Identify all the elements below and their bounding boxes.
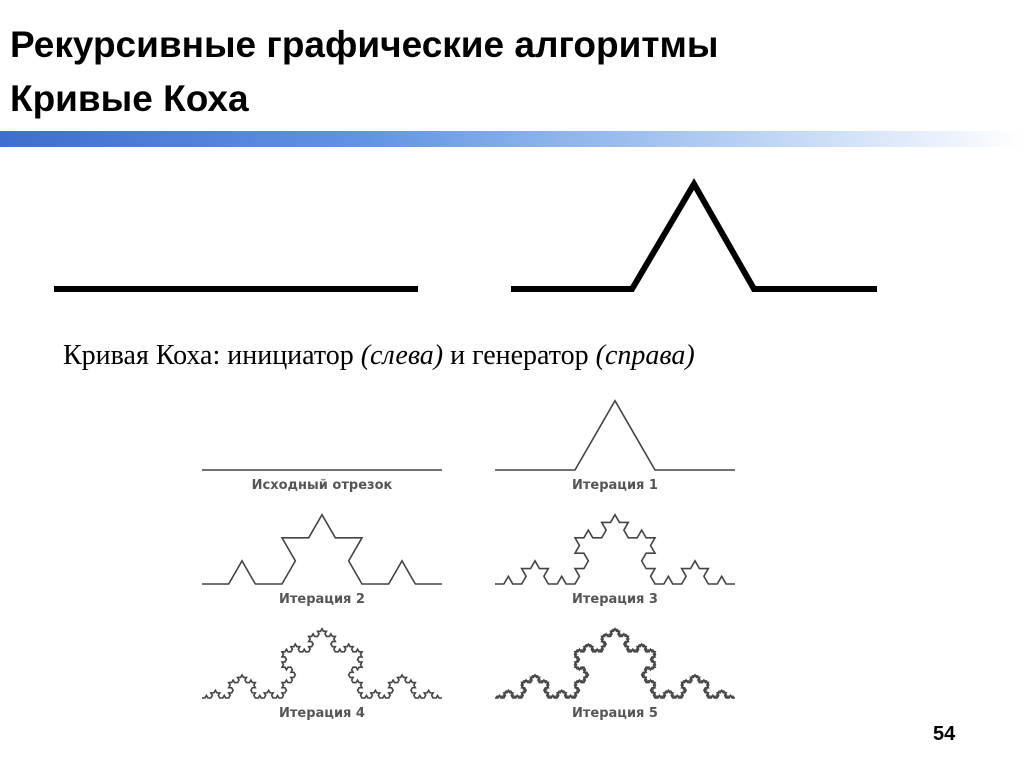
iteration-label-0: Исходный отрезок	[251, 478, 393, 493]
iteration-label-1: Итерация 1	[572, 478, 658, 493]
caption-text-2: и генератор	[443, 340, 596, 371]
koch-curve-iteration-1	[495, 401, 735, 470]
caption-text-1: Кривая Коха: инициатор	[63, 340, 361, 371]
title-line-2: Кривые Коха	[10, 78, 249, 119]
koch-curve-iteration-5	[495, 629, 735, 698]
iteration-label-5: Итерация 5	[572, 706, 658, 721]
caption-right-note: (справа)	[595, 340, 695, 371]
koch-curve-iteration-3	[495, 515, 735, 584]
iteration-label-3: Итерация 3	[572, 592, 658, 607]
page-number: 54	[933, 723, 956, 745]
caption-left-note: (слева)	[360, 340, 444, 371]
title-line-1: Рекурсивные графические алгоритмы	[10, 24, 719, 65]
iteration-label-2: Итерация 2	[279, 592, 365, 607]
iteration-label-4: Итерация 4	[279, 706, 365, 721]
koch-curve-iteration-2	[202, 515, 442, 584]
koch-curve-iteration-4	[202, 629, 442, 698]
